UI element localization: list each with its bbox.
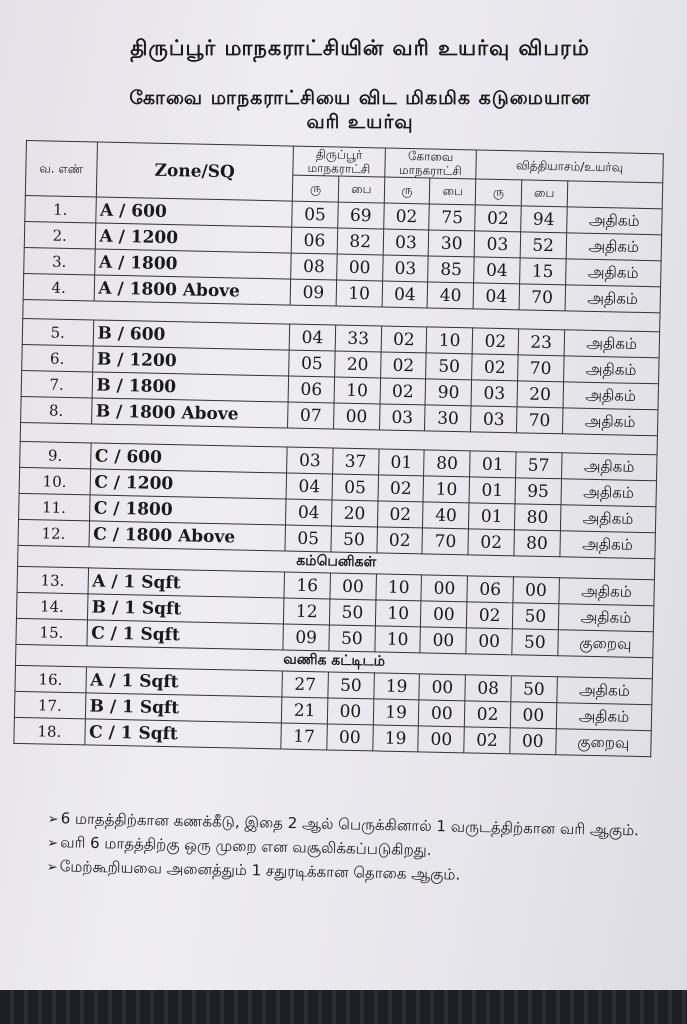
difference-paise: 95 — [515, 478, 561, 505]
kovai-rupee: 10 — [375, 626, 421, 653]
status-cell: அதிகம் — [561, 453, 657, 481]
kovai-paise: 75 — [429, 204, 475, 231]
tax-comparison-table — [13, 140, 664, 757]
serial-number: 6. — [22, 344, 93, 371]
difference-paise: 00 — [513, 577, 559, 604]
note-item: ➢ மேற்கூறியவை அனைத்தும் 1 சதுரடிக்கான தொகை ஆகும். — [46, 857, 461, 884]
kovai-paise: 00 — [418, 726, 464, 753]
kovai-paise: 00 — [420, 627, 466, 654]
kovai-rupee: 19 — [374, 673, 420, 700]
kovai-paise: 50 — [426, 353, 472, 380]
tiruppur-paise: 20 — [331, 500, 377, 527]
difference-paise: 00 — [510, 702, 556, 729]
difference-paise: 52 — [520, 232, 566, 259]
kovai-paise: 30 — [429, 230, 475, 257]
kovai-paise: 00 — [421, 601, 467, 628]
header-difference: வித்தியாசம்/உயர்வு — [476, 150, 663, 183]
unit-rupee: ரு — [384, 177, 430, 204]
difference-rupee: 02 — [472, 354, 518, 381]
zone-cell: B / 1200 — [92, 346, 289, 376]
serial-number: 3. — [24, 247, 95, 274]
tiruppur-paise: 20 — [335, 351, 381, 378]
difference-rupee: 00 — [466, 628, 512, 655]
tiruppur-paise: 00 — [330, 573, 376, 600]
kovai-rupee: 03 — [382, 255, 428, 282]
kovai-rupee: 03 — [379, 404, 425, 431]
unit-paise: பை — [521, 180, 567, 207]
background-surface — [0, 990, 687, 1024]
kovai-rupee: 02 — [377, 501, 423, 528]
status-cell: அதிகம் — [566, 207, 662, 235]
difference-paise: 70 — [519, 284, 565, 311]
serial-number: 17. — [14, 691, 85, 718]
tiruppur-paise: 10 — [334, 377, 380, 404]
tiruppur-rupee: 05 — [289, 350, 335, 377]
status-cell: அதிகம் — [565, 259, 661, 287]
serial-number: 12. — [18, 519, 89, 546]
difference-rupee: 03 — [474, 231, 520, 258]
kovai-rupee: 19 — [372, 725, 418, 752]
status-cell: அதிகம் — [556, 703, 652, 731]
zone-cell: A / 1 Sqft — [88, 568, 285, 598]
kovai-paise: 90 — [425, 379, 471, 406]
status-cell: குறைவு — [555, 729, 651, 757]
status-cell: அதிகம் — [566, 233, 662, 261]
kovai-paise: 30 — [425, 405, 471, 432]
status-cell: குறைவு — [557, 630, 653, 658]
difference-paise: 20 — [517, 381, 563, 408]
status-cell: அதிகம் — [565, 285, 661, 313]
tiruppur-rupee: 09 — [283, 624, 329, 651]
difference-paise: 50 — [512, 629, 558, 656]
serial-number: 7. — [21, 370, 92, 397]
tiruppur-rupee: 06 — [291, 227, 337, 254]
zone-cell: B / 1800 — [92, 372, 289, 402]
tiruppur-rupee: 04 — [286, 499, 332, 526]
section-commercial-heading: வணிக கட்டிடம் — [15, 644, 652, 678]
tiruppur-paise: 00 — [327, 724, 373, 751]
kovai-paise: 70 — [422, 528, 468, 555]
status-cell: அதிகம் — [564, 330, 660, 358]
kovai-rupee: 19 — [373, 699, 419, 726]
tiruppur-paise: 50 — [331, 526, 377, 553]
difference-rupee: 08 — [465, 675, 511, 702]
kovai-rupee: 10 — [375, 600, 421, 627]
arrow-bullet-icon: ➢ — [47, 835, 59, 852]
difference-paise: 15 — [520, 258, 566, 285]
serial-number: 16. — [15, 665, 86, 692]
status-cell: அதிகம் — [563, 356, 659, 384]
zone-cell: A / 1 Sqft — [85, 667, 282, 697]
tiruppur-rupee: 17 — [281, 723, 327, 750]
tiruppur-paise: 00 — [333, 403, 379, 430]
zone-cell: C / 1 Sqft — [84, 719, 281, 749]
serial-number: 15. — [16, 618, 87, 645]
difference-rupee: 02 — [468, 529, 514, 556]
kovai-paise: 00 — [421, 575, 467, 602]
status-cell: அதிகம் — [562, 408, 658, 436]
tiruppur-rupee: 27 — [282, 671, 328, 698]
serial-number: 14. — [16, 592, 87, 619]
kovai-rupee: 01 — [378, 449, 424, 476]
serial-number: 10. — [19, 467, 90, 494]
difference-rupee: 01 — [469, 503, 515, 530]
unit-paise: பை — [338, 176, 384, 203]
zone-cell: A / 600 — [95, 197, 292, 227]
difference-paise: 50 — [512, 603, 558, 630]
kovai-paise: 80 — [424, 450, 470, 477]
kovai-rupee: 02 — [380, 378, 426, 405]
difference-paise: 70 — [517, 355, 563, 382]
difference-rupee: 01 — [469, 477, 515, 504]
arrow-bullet-icon: ➢ — [46, 859, 58, 876]
kovai-paise: 10 — [427, 327, 473, 354]
status-cell: அதிகம் — [560, 531, 656, 559]
tiruppur-paise: 00 — [327, 698, 373, 725]
serial-number: 13. — [17, 566, 88, 593]
subtitle-line-1: கோவை மாநகராட்சியை விட மிகமிக கடுமையான — [129, 87, 591, 109]
kovai-paise: 10 — [423, 476, 469, 503]
kovai-rupee: 02 — [377, 527, 423, 554]
zone-cell: C / 1 Sqft — [86, 620, 283, 650]
serial-number: 11. — [19, 493, 90, 520]
section-companies-heading: கம்பெனிகள் — [18, 545, 655, 579]
serial-number: 1. — [25, 195, 96, 222]
difference-rupee: 02 — [472, 328, 518, 355]
serial-number: 9. — [20, 441, 91, 468]
zone-cell: C / 1800 — [89, 495, 286, 525]
status-cell: அதிகம் — [563, 382, 659, 410]
zone-cell: B / 1800 Above — [91, 398, 288, 428]
tiruppur-rupee: 05 — [292, 201, 338, 228]
arrow-bullet-icon: ➢ — [47, 811, 59, 828]
tiruppur-rupee: 05 — [285, 525, 331, 552]
tiruppur-rupee: 07 — [288, 402, 334, 429]
tiruppur-rupee: 16 — [284, 572, 330, 599]
tiruppur-rupee: 04 — [286, 473, 332, 500]
header-zone: Zone/SQ — [96, 142, 294, 201]
document-subtitle — [30, 86, 687, 134]
tiruppur-paise: 33 — [335, 325, 381, 352]
subtitle-line-2: வரி உயர்வு — [306, 111, 414, 133]
kovai-rupee: 03 — [383, 229, 429, 256]
tiruppur-rupee: 08 — [291, 253, 337, 280]
tiruppur-paise: 37 — [332, 448, 378, 475]
kovai-rupee: 10 — [376, 574, 422, 601]
difference-rupee: 02 — [475, 205, 521, 232]
difference-paise: 70 — [516, 407, 562, 434]
difference-paise: 80 — [514, 530, 560, 557]
difference-paise: 50 — [511, 676, 557, 703]
difference-paise: 23 — [518, 329, 564, 356]
serial-number: 8. — [21, 396, 92, 423]
serial-number: 18. — [14, 717, 85, 744]
kovai-rupee: 02 — [383, 203, 429, 230]
zone-cell: A / 1200 — [95, 223, 292, 253]
difference-rupee: 01 — [470, 451, 516, 478]
zone-cell: C / 600 — [90, 443, 287, 473]
unit-rupee: ரு — [475, 179, 521, 206]
serial-number: 2. — [24, 221, 95, 248]
difference-rupee: 02 — [464, 727, 510, 754]
status-cell: அதிகம் — [558, 604, 654, 632]
serial-number: 4. — [23, 273, 94, 300]
note-item: ➢ 6 மாதத்திற்கான கணக்கீடு, இதை 2 ஆல் பெருக்கினால் 1 வருடத்திற்கான வரி ஆகும். — [47, 809, 640, 840]
tiruppur-rupee: 06 — [288, 376, 334, 403]
difference-rupee: 03 — [471, 406, 517, 433]
difference-rupee: 02 — [464, 701, 510, 728]
kovai-rupee: 02 — [378, 475, 424, 502]
difference-paise: 94 — [521, 206, 567, 233]
tiruppur-paise: 10 — [336, 280, 382, 307]
zone-cell: A / 1800 — [94, 249, 291, 279]
tiruppur-rupee: 21 — [282, 697, 328, 724]
tiruppur-paise: 82 — [337, 228, 383, 255]
kovai-rupee: 02 — [380, 352, 426, 379]
difference-paise: 80 — [514, 504, 560, 531]
unit-paise: பை — [430, 178, 476, 205]
difference-paise: 00 — [510, 728, 556, 755]
difference-rupee: 02 — [467, 602, 513, 629]
unit-blank — [567, 181, 663, 209]
header-sno: வ. எண் — [25, 141, 97, 197]
tiruppur-paise: 50 — [329, 599, 375, 626]
tiruppur-paise: 50 — [329, 625, 375, 652]
difference-paise: 57 — [515, 452, 561, 479]
tiruppur-paise: 05 — [332, 474, 378, 501]
status-cell: அதிகம் — [561, 479, 657, 507]
status-cell: அதிகம் — [556, 677, 652, 705]
kovai-paise: 00 — [419, 674, 465, 701]
notes-list — [46, 808, 667, 893]
kovai-paise: 40 — [427, 282, 473, 309]
tiruppur-rupee: 03 — [287, 447, 333, 474]
tiruppur-rupee: 09 — [290, 279, 336, 306]
kovai-paise: 85 — [428, 256, 474, 283]
serial-number: 5. — [22, 318, 93, 345]
kovai-paise: 40 — [423, 502, 469, 529]
kovai-paise: 00 — [419, 700, 465, 727]
header-kovai: கோவை மாநகராட்சி — [384, 148, 476, 179]
zone-cell: B / 1 Sqft — [85, 693, 282, 723]
unit-rupee: ரு — [292, 175, 338, 202]
zone-cell: A / 1800 Above — [94, 275, 291, 305]
document-title: திருப்பூர் மாநகராட்சியின் வரி உயர்வு விபரம் — [130, 36, 590, 60]
difference-rupee: 03 — [471, 380, 517, 407]
header-tiruppur: திருப்பூர் மாநகராட்சி — [293, 146, 385, 177]
kovai-rupee: 04 — [382, 281, 428, 308]
difference-rupee: 04 — [474, 257, 520, 284]
tiruppur-rupee: 12 — [284, 598, 330, 625]
difference-rupee: 04 — [473, 283, 519, 310]
status-cell: அதிகம் — [559, 578, 655, 606]
difference-rupee: 06 — [467, 576, 513, 603]
status-cell: அதிகம் — [560, 505, 656, 533]
note-item: ➢ வரி 6 மாதத்திற்கு ஒரு முறை என வசூலிக்கப்படுகிறது. — [47, 833, 432, 860]
zone-cell: B / 600 — [93, 320, 290, 350]
tiruppur-rupee: 04 — [289, 324, 335, 351]
tiruppur-paise: 69 — [338, 202, 384, 229]
tiruppur-paise: 00 — [337, 254, 383, 281]
table-body — [14, 195, 662, 756]
zone-cell: B / 1 Sqft — [87, 594, 284, 624]
kovai-rupee: 02 — [381, 326, 427, 353]
tiruppur-paise: 50 — [328, 672, 374, 699]
zone-cell: C / 1200 — [90, 469, 287, 499]
zone-cell: C / 1800 Above — [88, 521, 285, 551]
